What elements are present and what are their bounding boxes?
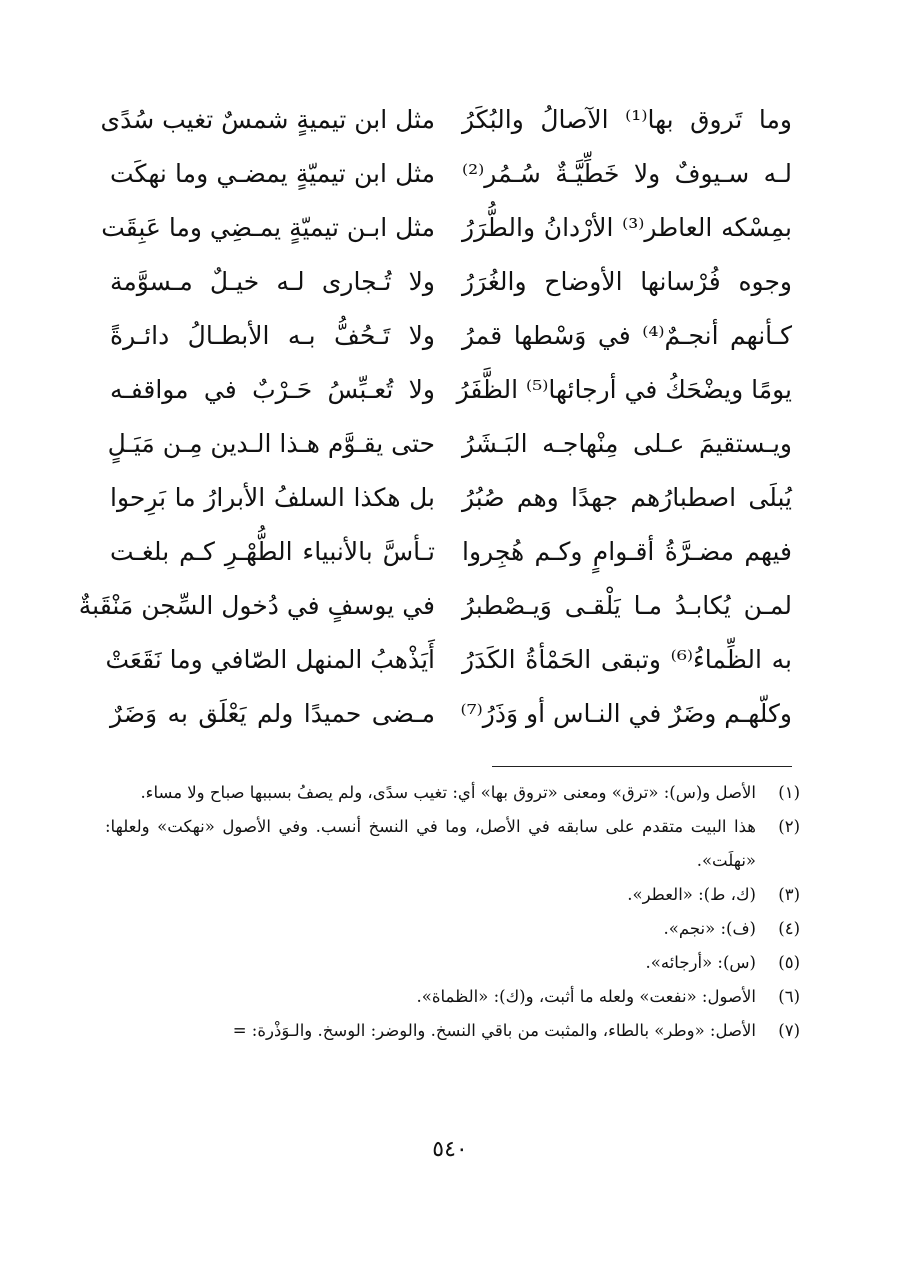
footnote-divider (492, 766, 792, 767)
second-hemistich: به الظِّماءُ⁽⁶⁾ وتبقى الحَمْأةُ الكَدَرُ (462, 645, 792, 674)
verse-line (0, 532, 900, 592)
first-hemistich: مـضى حميدًا ولم يَعْلَق به وَضَرٌ (110, 699, 435, 728)
first-hemistich: ولا تَـحُفُّ بـه الأبطـالُ دائـرةً (110, 321, 435, 350)
first-hemistich: تـأسَّ بالأنبياء الطُّهْـرِ كـم بلغـت (110, 537, 435, 566)
footnote-text: الأصل: «وطر» بالطاء، والمثبت من باقي النسخ. والوضر: الوسخ. والـوَذْرة: = (232, 1021, 756, 1040)
footnote-text: (ك، ط): «العطر». (627, 885, 756, 904)
verse-line (0, 370, 900, 430)
verse-line (0, 478, 900, 538)
verse-line (0, 262, 900, 322)
footnote-text: الأصول: «نفعت» ولعله ما أثبت، و(ك): «الظماة». (416, 987, 756, 1006)
second-hemistich: لمـن يُكابـدُ مـا يَلْقـى وَيـصْطبرُ (462, 591, 792, 620)
verse-line (0, 154, 900, 214)
footnote-text: هذا البيت متقدم على سابقه في الأصل، وما في النسخ أنسب. وفي الأصول «نهكت» ولعلها: «نهلَت». (105, 817, 756, 870)
footnote (105, 878, 800, 912)
second-hemistich: كـأنهم أنجـمٌ⁽⁴⁾ في وَسْطها قمرُ (462, 321, 792, 350)
first-hemistich: مثل ابن تيميةٍ شمسٌ تغيب سُدًى (100, 105, 435, 134)
second-hemistich: وما تَروق بها⁽¹⁾ الآصالُ والبُكَرُ (462, 105, 792, 134)
second-hemistich: ويـستقيمَ عـلى مِنْهاجـه البَـشَرُ (462, 429, 792, 458)
verse-line (0, 694, 900, 754)
second-hemistich: وكلّهـم وضَرٌ في النـاس أو وَذَرُ⁽⁷⁾ (460, 699, 792, 728)
first-hemistich: أَيَذْهبُ المنهل الصّافي وما نَقَعَتْ (105, 645, 435, 674)
footnote-number: (٤) (778, 919, 800, 938)
footnote-text: (ف): «نجم». (663, 919, 756, 938)
second-hemistich: وجوه فُرْسانها الأوضاح والغُرَرُ (462, 267, 792, 296)
footnote-text: الأصل و(س): «ترق» ومعنى «تروق بها» أي: تغيب سدًى، ولم يصفُ بسببها صباح ولا مساء. (140, 783, 756, 802)
first-hemistich: حتى يقـوَّم هـذا الـدين مِـن مَيَـلٍ (107, 429, 435, 458)
footnote (105, 980, 800, 1014)
second-hemistich: فيهم مضـرَّةُ أقـوامٍ وكـم هُجِروا (462, 537, 792, 566)
verse-line (0, 100, 900, 160)
verse-line (0, 208, 900, 268)
second-hemistich: يُبلَى اصطبارُهم جهدًا وهم صُبُرُ (462, 483, 792, 512)
footnote-number: (٧) (778, 1021, 800, 1040)
footnote (105, 1014, 800, 1048)
footnote-number: (١) (778, 783, 800, 802)
footnote (105, 946, 800, 980)
footnote-number: (٣) (778, 885, 800, 904)
second-hemistich: يومًا ويضْحَكُ في أرجائها⁽⁵⁾ الظَّفَرُ (456, 375, 792, 404)
second-hemistich: بمِسْكه العاطر⁽³⁾ الأرْدانُ والطُّرَرُ (462, 213, 792, 242)
verse-line (0, 640, 900, 700)
footnote (105, 776, 800, 810)
footnote-text: (س): «أرجائه». (645, 953, 756, 972)
first-hemistich: ولا تُـجارى لـه خيـلٌ مـسوَّمة (110, 267, 435, 296)
verse-line (0, 424, 900, 484)
page-number: ٥٤٠ (432, 1137, 468, 1162)
first-hemistich: بل هكذا السلفُ الأبرارُ ما بَرِحوا (110, 483, 435, 512)
first-hemistich: مثل ابن تيميّةٍ يمضـي وما نهكَت (110, 159, 435, 188)
footnote-number: (٦) (778, 987, 800, 1006)
first-hemistich: في يوسفٍ في دُخول السِّجن مَنْقَبةٌ (78, 591, 435, 620)
footnote-number: (٥) (778, 953, 800, 972)
second-hemistich: لـه سـيوفٌ ولا خَطِّيَّـةٌ سُـمُر⁽²⁾ (462, 159, 792, 188)
footnote (105, 912, 800, 946)
verse-line (0, 586, 900, 646)
footnote-number: (٢) (778, 817, 800, 836)
first-hemistich: ولا تُعـبِّسُ حَـرْبٌ في مواقفـه (110, 375, 435, 404)
footnotes (105, 776, 800, 1048)
verse-line (0, 316, 900, 376)
first-hemistich: مثل ابـن تيميّةٍ يمـضِي وما عَبِقَت (101, 213, 435, 242)
footnote (105, 810, 800, 878)
